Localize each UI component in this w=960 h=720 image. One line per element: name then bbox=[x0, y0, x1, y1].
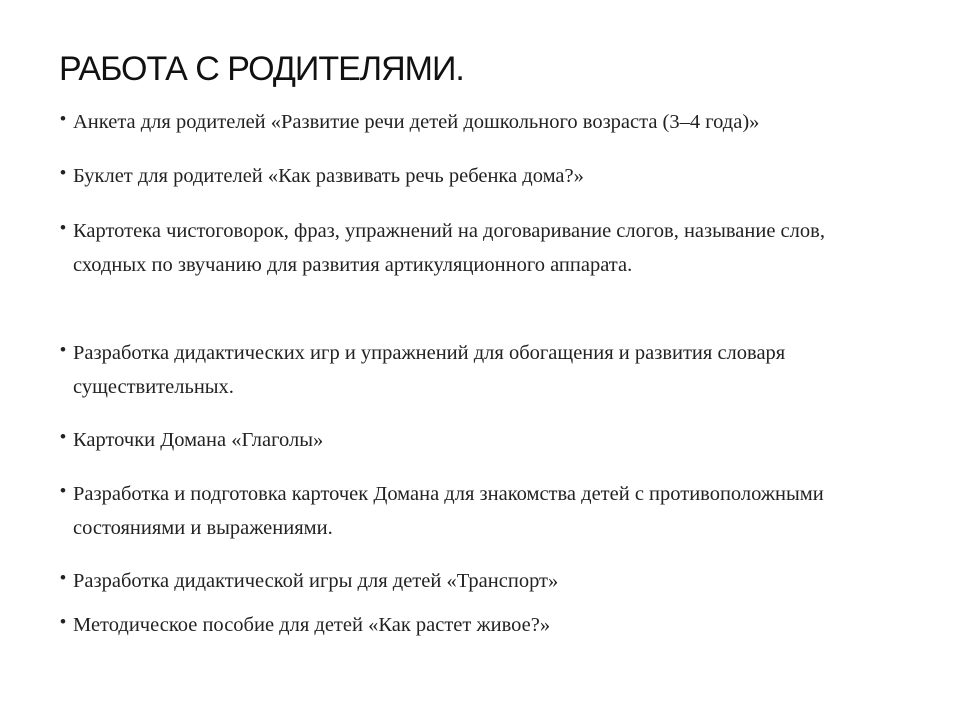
list-item-text: Буклет для родителей «Как развивать речь ребенка дома?» bbox=[73, 165, 584, 187]
list-item bbox=[57, 336, 847, 404]
list-item bbox=[57, 214, 847, 282]
list-item-text: Разработка и подготовка карточек Домана для знакомства детей с противоположными состояниями и выражениями. bbox=[73, 483, 824, 539]
list-item bbox=[57, 423, 847, 457]
bullet-icon: • bbox=[60, 340, 66, 359]
list-item bbox=[57, 477, 847, 545]
list-item bbox=[57, 608, 847, 642]
list-item bbox=[57, 105, 847, 139]
slide-title: РАБОТА С РОДИТЕЛЯМИ. bbox=[59, 50, 464, 88]
bullet-icon: • bbox=[60, 427, 66, 446]
bullet-icon: • bbox=[60, 218, 66, 237]
list-item-text: Разработка дидактических игр и упражнений для обогащения и развития словаря существительных. bbox=[73, 342, 786, 398]
list-item-text: Методическое пособие для детей «Как растет живое?» bbox=[73, 614, 551, 636]
list-item bbox=[57, 564, 847, 598]
bullet-icon: • bbox=[60, 612, 66, 631]
list-item-text: Картотека чистоговорок, фраз, упражнений на договаривание слогов, называние слов, сходных по звучанию для развития артикуляционного аппарата. bbox=[73, 220, 825, 276]
list-item-text: Анкета для родителей «Развитие речи детей дошкольного возраста (3–4 года)» bbox=[73, 111, 760, 133]
bullet-icon: • bbox=[60, 481, 66, 500]
list-item bbox=[57, 159, 847, 193]
bullet-icon: • bbox=[60, 109, 66, 128]
bullet-icon: • bbox=[60, 568, 66, 587]
list-item-text: Разработка дидактической игры для детей «Транспорт» bbox=[73, 570, 559, 592]
list-item-text: Карточки Домана «Глаголы» bbox=[73, 429, 324, 451]
bullet-icon: • bbox=[60, 163, 66, 182]
